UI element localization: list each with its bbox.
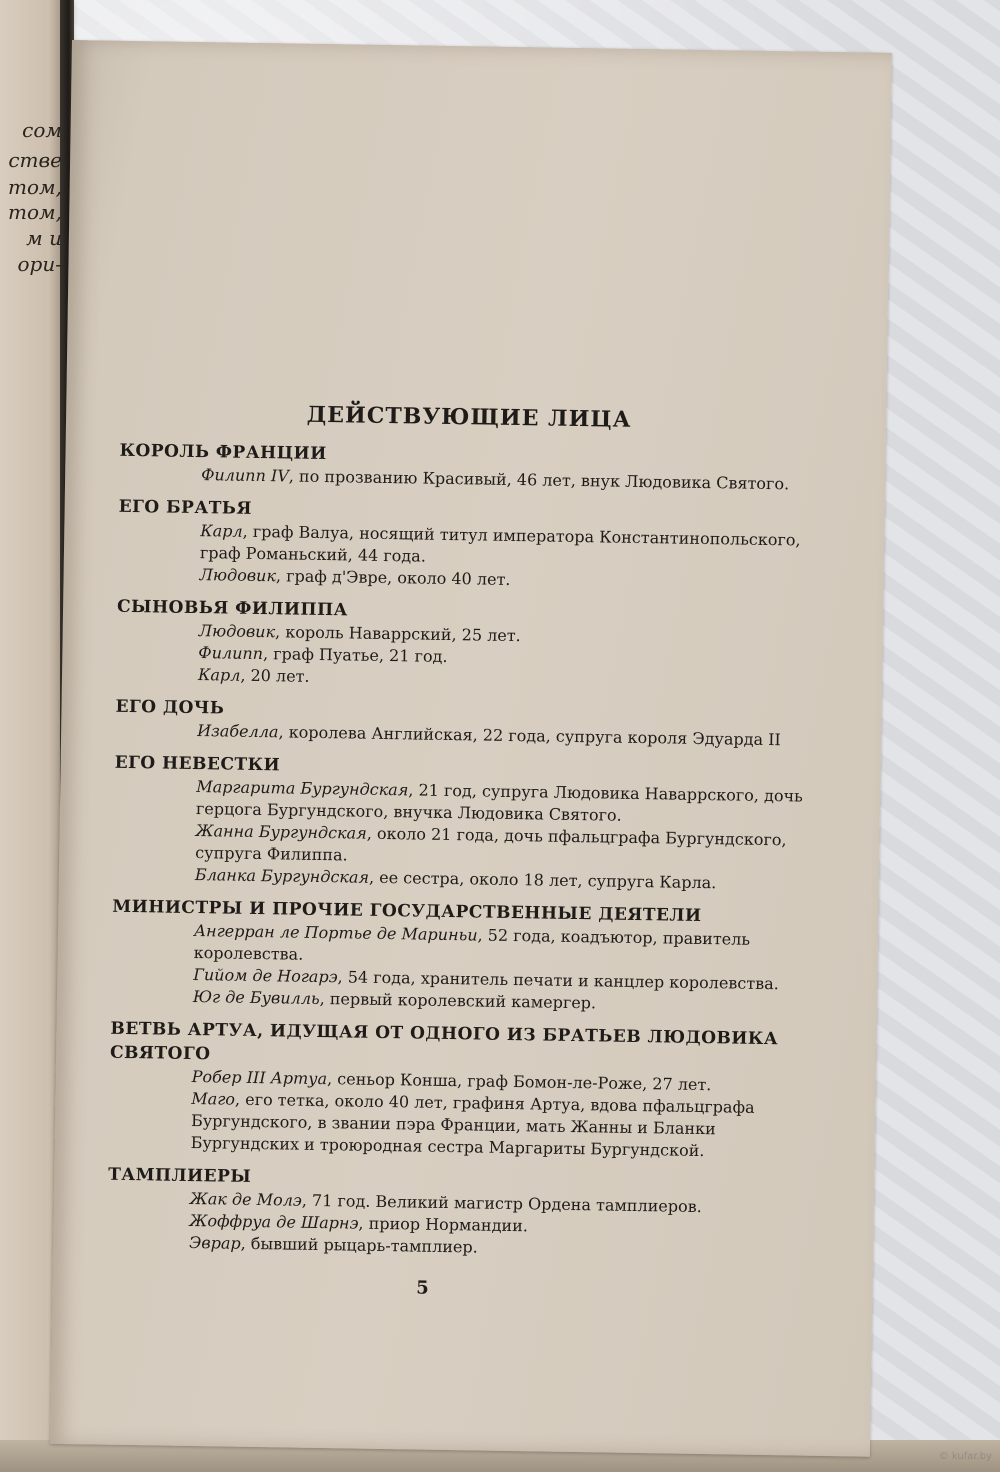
character-name: Карл	[200, 521, 243, 541]
character-group	[119, 439, 810, 496]
character-name: Жанна Бургундская	[195, 821, 367, 843]
character-list	[107, 439, 810, 1264]
character-name: Жоффруа де Шарнэ	[189, 1210, 359, 1233]
character-description: , бывший рыцарь-тамплиер.	[240, 1233, 478, 1257]
page-number: 5	[416, 1277, 429, 1299]
group-heading: ТАМПЛИЕРЫ	[108, 1164, 252, 1187]
page-content	[107, 399, 810, 1274]
character-description: , сеньор Конша, граф Бомон-ле-Роже, 27 лет.	[326, 1069, 712, 1095]
character-name: Изабелла	[197, 721, 279, 742]
character-description: , по прозванию Красивый, 46 лет, внук Людовика Святого.	[288, 466, 790, 494]
character-description: , ее сестра, около 18 лет, супруга Карла.	[368, 867, 717, 893]
character-name: Людовик	[199, 565, 277, 586]
group-heading: КОРОЛЬ ФРАНЦИИ	[119, 440, 327, 465]
character-name: Бланка Бургундская	[194, 865, 370, 887]
character-description: , 52 года, коадъютор, правитель королевства.	[193, 925, 751, 964]
character-name: Гийом де Ногарэ	[193, 965, 338, 987]
character-name: Филипп IV	[201, 465, 289, 486]
character-description: , граф д'Эвре, около 40 лет.	[275, 566, 511, 589]
character-description: , 71 год. Великий магистр Ордена тамплиеров.	[301, 1190, 702, 1217]
character-name: Ангерран ле Портье де Мариньи	[193, 921, 478, 945]
character-entry	[109, 1087, 800, 1164]
character-group	[116, 595, 807, 696]
character-group	[109, 1017, 801, 1164]
character-name: Эврар	[188, 1232, 241, 1253]
character-description: , королева Английская, 22 года, супруга короля Эдуарда II	[278, 722, 781, 750]
watermark: © kufar.by	[938, 1451, 992, 1462]
page-title: ДЕЙСТВУЮЩИЕ ЛИЦА	[306, 401, 632, 433]
character-description: , около 21 года, дочь пфальцграфа Бургундского, супруга Филиппа.	[195, 823, 787, 865]
group-heading: ЕГО ДОЧЬ	[115, 696, 225, 719]
left-page-text-fragment: ори-	[17, 252, 62, 276]
character-description: , приор Нормандии.	[358, 1213, 529, 1236]
character-name: Филипп	[198, 643, 264, 664]
group-heading: СЫНОВЬЯ ФИЛИППА	[116, 596, 349, 621]
character-group	[115, 695, 806, 752]
character-name: Жак де Молэ	[189, 1188, 302, 1210]
book-page	[50, 40, 892, 1457]
character-description: , 21 год, супруга Людовика Наваррского, дочь герцога Бургундского, внучка Людовика Святого.	[195, 780, 803, 825]
group-heading: ВЕТВЬ АРТУА, ИДУЩАЯ ОТ ОДНОГО ИЗ БРАТЬЕВ ЛЮДОВИКА СВЯТОГО	[109, 1018, 779, 1065]
character-group	[113, 751, 805, 896]
left-page-text-fragment: том,	[8, 200, 62, 224]
group-heading: ЕГО БРАТЬЯ	[118, 496, 253, 519]
character-description: , граф Валуа, носящий титул императора Константинопольского, граф Романьский, 44 года.	[199, 521, 801, 566]
left-page-text-fragment: стве	[8, 148, 62, 172]
left-page-text-fragment: сом	[22, 118, 62, 142]
character-name: Юг де Бувилль	[192, 987, 320, 1009]
left-page-text-fragment: том,	[8, 175, 62, 199]
character-description: , король Наваррский, 25 лет.	[274, 622, 521, 646]
left-page-text-fragment: м и	[26, 226, 62, 250]
character-group	[111, 895, 803, 1018]
character-group	[107, 1163, 798, 1264]
character-group	[117, 495, 808, 596]
character-description: , 54 года, хранитель печати и канцлер королевства.	[337, 967, 779, 994]
group-heading: МИНИСТРЫ И ПРОЧИЕ ГОСУДАРСТВЕННЫЕ ДЕЯТЕЛИ	[112, 896, 702, 926]
character-description: , 20 лет.	[240, 665, 310, 686]
character-description: , первый королевский камергер.	[319, 989, 597, 1013]
character-name: Робер III Артуа	[191, 1067, 328, 1089]
character-name: Людовик	[198, 621, 276, 642]
character-description: , граф Пуатье, 21 год.	[262, 644, 448, 666]
character-description: , его тетка, около 40 лет, графиня Артуа, вдова пфальцграфа Бургундского, в звании пэра Франции, мать Жанны и Бланки Бургундских и троюродная сестра Маргариты Бургундской.	[190, 1089, 755, 1161]
group-heading: ЕГО НЕВЕСТКИ	[114, 752, 281, 776]
character-name: Маго	[191, 1089, 236, 1109]
character-name: Маргарита Бургундская	[196, 777, 409, 800]
character-name: Карл	[197, 665, 241, 685]
